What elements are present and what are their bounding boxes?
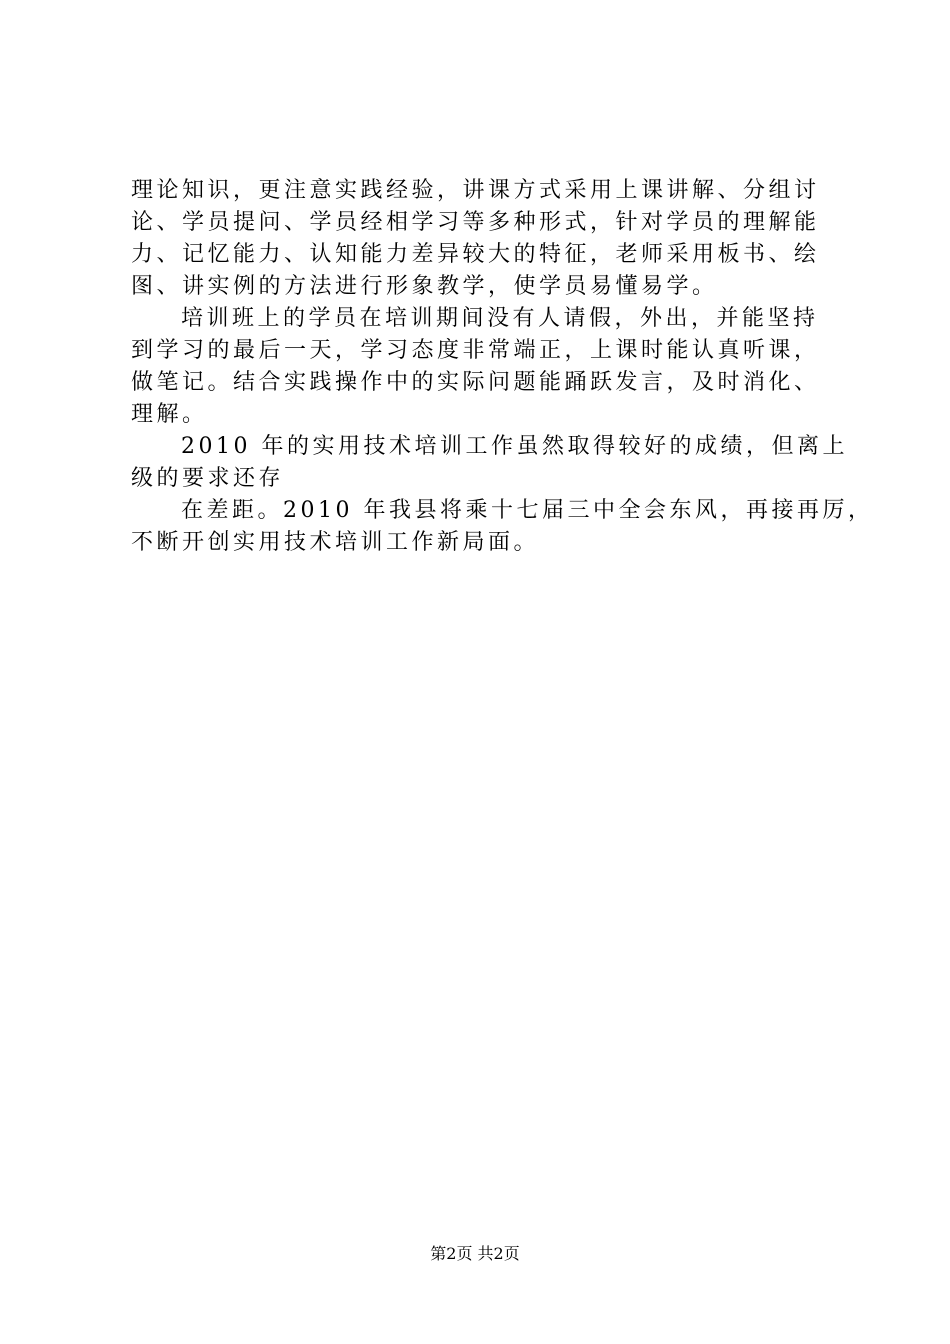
body-text [131,175,874,559]
text-line: 不断开创实用技术培训工作新局面。 [131,530,540,555]
text-line: 级的要求还存 [131,466,285,491]
paragraph-first-line: 在差距。2010 年我县将乘十七届三中全会东风，再接再厉， [181,498,874,523]
text-line: 理论知识，更注意实践经验，讲课方式采用上课讲解、分组讨 [131,178,820,203]
page-footer [0,1244,950,1264]
text-line: 图、讲实例的方法进行形象教学，使学员易懂易学。 [131,274,718,299]
paragraph-first-line: 培训班上的学员在培训期间没有人请假，外出，并能坚持 [181,306,819,331]
text-line: 论、学员提问、学员经相学习等多种形式，针对学员的理解能 [131,210,820,235]
text-line: 力、记忆能力、认知能力差异较大的特征，老师采用板书、绘 [131,242,820,267]
page-number: 第2页 共2页 [430,1244,520,1263]
paragraph-first-line: 2010 年的实用技术培训工作虽然取得较好的成绩，但离上 [181,434,848,459]
text-line: 做笔记。结合实践操作中的实际问题能踊跃发言，及时消化、 [131,370,820,395]
text-line: 到学习的最后一天，学习态度非常端正，上课时能认真听课， [131,338,820,363]
text-line: 理解。 [131,402,208,427]
